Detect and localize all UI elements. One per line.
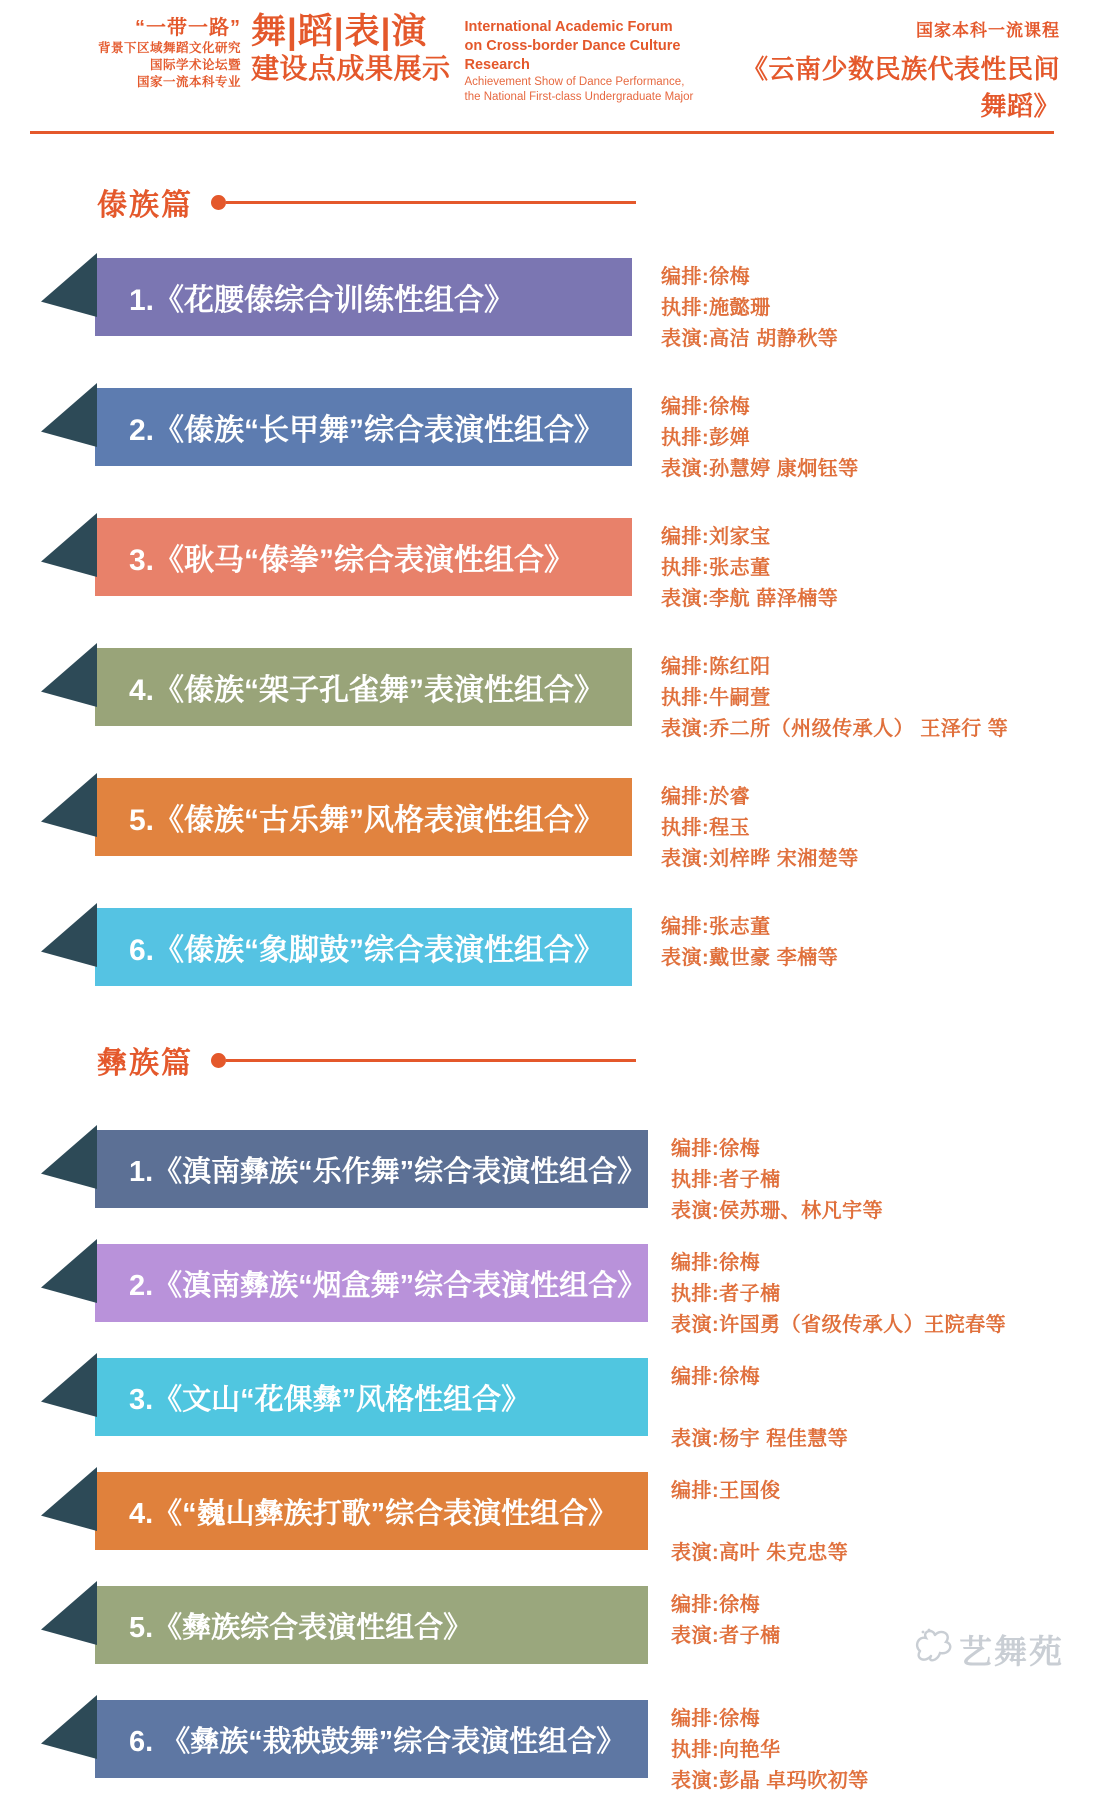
program-credits: [671, 1704, 1101, 1797]
credit-line: 表演:刘梓晔 宋湘楚等: [661, 848, 859, 870]
main-title-line2: 建设点成果展示: [251, 53, 451, 84]
section-header-dai: [97, 180, 1080, 224]
program-banner: [95, 388, 632, 466]
program-item: [95, 908, 1080, 986]
credit-line: 编排:於睿: [661, 786, 751, 808]
program-title: 4.《傣族“架子孔雀舞”表演性组合》: [129, 674, 605, 707]
credit-line: 编排:陈红阳: [661, 656, 771, 678]
program-credits: [661, 522, 1091, 615]
forum-name-line: 国家一流本科专业: [136, 75, 241, 89]
credit-line: 编排:徐梅: [671, 1708, 761, 1730]
credit-line: 执排:张志董: [661, 557, 771, 579]
forum-name-line: “一带一路”: [135, 17, 241, 39]
credit-line: 执排:程玉: [661, 817, 751, 839]
english-bold-line: International Academic Forum: [464, 19, 673, 35]
credit-line: [671, 1507, 1101, 1538]
program-credits: [671, 1476, 1101, 1569]
credit-line: 执排:向艳华: [671, 1739, 781, 1761]
program-credits: [661, 652, 1091, 745]
program-banner: [95, 908, 632, 986]
program-item: [95, 1700, 1080, 1792]
credit-line: 编排:刘家宝: [661, 526, 771, 548]
english-bold-line: on Cross-border Dance Culture Research: [464, 38, 681, 73]
program-banner: [95, 258, 632, 336]
corner-fold-icon: [41, 513, 97, 577]
program-banner: [95, 1244, 648, 1322]
program-item: [95, 1472, 1080, 1564]
section-header-yi: [97, 1038, 1080, 1082]
credit-line: 编排:徐梅: [671, 1138, 761, 1160]
program-item: [95, 518, 1080, 610]
program-title: 6.《傣族“象脚鼓”综合表演性组合》: [129, 934, 605, 967]
credit-line: 表演:高叶 朱克忠等: [671, 1542, 849, 1564]
program-credits: [661, 392, 1091, 485]
corner-fold-icon: [41, 643, 97, 707]
credit-line: 编排:徐梅: [671, 1366, 761, 1388]
scribble-logo-icon: [911, 1627, 955, 1673]
credit-line: 执排:者子楠: [671, 1283, 781, 1305]
credit-line: 编排:徐梅: [671, 1594, 761, 1616]
english-light-line: the National First-class Undergraduate Major: [464, 91, 694, 103]
watermark-text: 艺舞苑: [959, 1633, 1064, 1670]
credit-line: 表演:戴世豪 李楠等: [661, 947, 839, 969]
credit-line: 执排:者子楠: [671, 1169, 781, 1191]
program-credits: [661, 912, 1091, 1005]
program-item: [95, 648, 1080, 740]
program-title: 6. 《彝族“栽秧鼓舞”综合表演性组合》: [129, 1725, 626, 1758]
credit-line: 表演:者子楠: [671, 1625, 781, 1647]
program-credits: [671, 1134, 1101, 1227]
corner-fold-icon: [41, 1581, 97, 1645]
main-title-block: [251, 12, 451, 86]
program-banner: [95, 1358, 648, 1436]
section-title: 傣族篇: [97, 189, 193, 222]
credit-line: 编排:徐梅: [661, 266, 751, 288]
english-light-line: Achievement Show of Dance Performance,: [464, 76, 685, 88]
section-rule: [226, 1059, 636, 1062]
credit-line: 编排:徐梅: [671, 1252, 761, 1274]
credit-line: 表演:侯苏珊、林凡宇等: [671, 1200, 884, 1222]
corner-fold-icon: [41, 253, 97, 317]
main-title-line1: 舞|蹈|表|演: [251, 12, 428, 51]
forum-name-line: 背景下区域舞蹈文化研究: [97, 41, 241, 55]
credit-line: 表演:杨宇 程佳慧等: [671, 1428, 849, 1450]
program-title: 3.《耿马“傣拳”综合表演性组合》: [129, 544, 575, 577]
program-banner: [95, 778, 632, 856]
program-title: 2.《滇南彝族“烟盒舞”综合表演性组合》: [129, 1269, 647, 1302]
corner-fold-icon: [41, 773, 97, 837]
corner-fold-icon: [41, 1353, 97, 1417]
section-dai: [95, 180, 1080, 986]
corner-fold-icon: [41, 1467, 97, 1531]
program-credits: [661, 782, 1091, 875]
corner-fold-icon: [41, 1239, 97, 1303]
watermark: [911, 1626, 1064, 1673]
program-credits: [671, 1362, 1101, 1455]
program-item: [95, 1358, 1080, 1450]
program-item: [95, 258, 1080, 350]
program-credits: [661, 262, 1091, 355]
program-title: 4.《“巍山彝族打歌”综合表演性组合》: [129, 1497, 618, 1530]
credit-line: 表演:彭晶 卓玛吹初等: [671, 1770, 869, 1792]
program-banner: [95, 648, 632, 726]
program-title: 5.《傣族“古乐舞”风格表演性组合》: [129, 804, 605, 837]
credit-line: 表演:孙慧婷 康炯钰等: [661, 458, 859, 480]
program-item: [95, 1130, 1080, 1222]
program-banner: [95, 1130, 648, 1208]
credit-line: 表演:乔二所（州级传承人） 王泽行 等: [661, 718, 1009, 740]
program-banner: [95, 518, 632, 596]
section-rule: [226, 201, 636, 204]
forum-name-line: 国际学术论坛暨: [149, 58, 241, 72]
credit-line: [661, 974, 1091, 1005]
credit-line: 执排:牛嗣萱: [661, 687, 771, 709]
program-credits: [671, 1248, 1101, 1341]
credit-line: 执排:施懿珊: [661, 297, 771, 319]
course-title: 《云南少数民族代表性民间舞蹈》: [741, 54, 1060, 121]
program-item: [95, 778, 1080, 870]
program-title: 1.《花腰傣综合训练性组合》: [129, 284, 515, 317]
corner-fold-icon: [41, 1125, 97, 1189]
program-item: [95, 1244, 1080, 1336]
course-tag: 国家本科一流课程: [916, 21, 1060, 40]
section-title: 彝族篇: [97, 1047, 193, 1080]
program-title: 1.《滇南彝族“乐作舞”综合表演性组合》: [129, 1155, 647, 1188]
corner-fold-icon: [41, 1695, 97, 1759]
program-banner: [95, 1586, 648, 1664]
bullet-dot-icon: [211, 1053, 226, 1068]
course-block: [725, 16, 1060, 123]
credit-line: [671, 1393, 1101, 1424]
program-title: 2.《傣族“长甲舞”综合表演性组合》: [129, 414, 605, 447]
program-title: 3.《文山“花倮彝”风格性组合》: [129, 1383, 531, 1416]
program-banner: [95, 1472, 648, 1550]
credit-line: 表演:李航 薛泽楠等: [661, 588, 839, 610]
bullet-dot-icon: [211, 195, 226, 210]
program-banner: [95, 1700, 648, 1778]
credit-line: 编排:徐梅: [661, 396, 751, 418]
header-divider: [30, 131, 1054, 134]
forum-name-block: [36, 16, 241, 91]
credit-line: 表演:高洁 胡静秋等: [661, 328, 839, 350]
program-title: 5.《彝族综合表演性组合》: [129, 1611, 473, 1644]
credit-line: 执排:彭婵: [661, 427, 751, 449]
corner-fold-icon: [41, 903, 97, 967]
corner-fold-icon: [41, 383, 97, 447]
program-item: [95, 388, 1080, 480]
credit-line: 编排:张志董: [661, 916, 771, 938]
credit-line: 表演:许国勇（省级传承人）王院春等: [671, 1314, 1007, 1336]
header: [0, 0, 1080, 123]
english-title-block: [465, 18, 725, 105]
program-list: [0, 180, 1080, 1792]
credit-line: 编排:王国俊: [671, 1480, 781, 1502]
